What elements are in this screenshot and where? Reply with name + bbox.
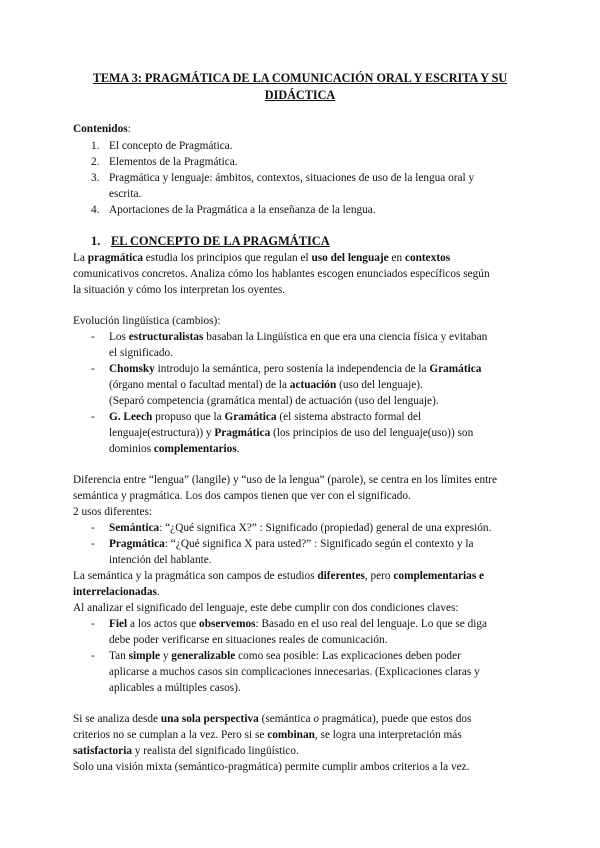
bullet-dash: - [91,650,95,662]
bullet-line: Chomsky introdujo la semántica, pero sostenía la independencia de la Gramática [109,363,482,375]
document-title: TEMA 3: PRAGMÁTICA DE LA COMUNICACIÓN ORAL Y ESCRITA Y SU DIDÁCTICA [92,71,508,102]
bullet-line: Tan simple y generalizable como sea posible: Las explicaciones deben poder [109,650,461,662]
bullet-dash: - [91,618,95,630]
contents-item: Aportaciones de la Pragmática a la enseñanza de la lengua. [109,204,376,216]
section-heading: EL CONCEPTO DE LA PRAGMÁTICA [111,234,330,248]
contents-item-num: 1. [91,140,100,152]
paragraph-line: La pragmática estudia los principios que regulan el uso del lenguaje en contextos [73,252,451,264]
bullet-line: Fiel a los actos que observemos: Basado en el uso real del lenguaje. Lo que se diga [109,618,488,630]
bullet-line: dominios complementarios. [109,443,240,455]
contents-item-num: 3. [91,172,100,184]
contenidos-heading-line: Contenidos: [73,123,131,135]
bullet-line: G. Leech propuso que la Gramática (el sistema abstracto formal del [109,411,422,423]
bullet-line: (órgano mental o facultad mental) de la actuación (uso del lenguaje). [109,379,423,391]
contents-item: El concepto de Pragmática. [109,140,233,152]
bullet-line: Pragmática: “¿Qué significa X para usted?” : Significado según el contexto y la [109,538,474,550]
bullet-line: intención del hablante. [109,554,212,566]
section-number: 1. [91,234,101,248]
paragraph-line: Si se analiza desde una sola perspectiva (semántica o pragmática), puede que estos dos [73,713,472,725]
paragraph-line: 2 usos diferentes: [73,506,153,518]
paragraph-line: la situación y cómo los interpretan los oyentes. [73,284,286,296]
contents-item: Pragmática y lenguaje: ámbitos, contextos, situaciones de uso de la lengua oral y [109,172,475,184]
bullet-line: aplicables a múltiples casos). [109,682,241,694]
bullet-line: Los estructuralistas basaban la Lingüística en que era una ciencia física y evitaban [109,331,488,343]
paragraph-line: La semántica y la pragmática son campos de estudios diferentes, pero complementarias e [73,570,485,582]
bullet-dash: - [91,522,95,534]
contents-item: Elementos de la Pragmática. [109,156,238,168]
paragraph-line: satisfactoria y realista del significado lingüístico. [73,745,299,757]
bullet-line: aplicarse a muchos casos sin complicaciones innecesarias. (Explicaciones claras y [109,666,480,678]
bullet-dash: - [91,331,95,343]
paragraph-line: comunicativos concretos. Analiza cómo los hablantes escogen enunciados específicos según [73,268,490,280]
contents-item-cont: escrita. [109,188,142,200]
paragraph-line: Solo una visión mixta (semántico-pragmática) permite cumplir ambos criterios a la vez. [73,761,470,773]
bullet-line: el significado. [109,347,173,359]
paragraph-line: Diferencia entre “lengua” (langile) y “uso de la lengua” (parole), se centra en los límites entre [73,474,498,486]
contenidos-heading: Contenidos [73,123,128,135]
bullet-line: (Separó competencia (gramática mental) de actuación (uso del lenguaje). [109,395,439,407]
bullet-dash: - [91,363,95,375]
bullet-line: debe poder verificarse en situaciones reales de comunicación. [109,634,388,646]
bullet-dash: - [91,538,95,550]
contents-item-num: 2. [91,156,100,168]
bullet-dash: - [91,411,95,423]
bullet-line: Semántica: “¿Qué significa X?” : Significado (propiedad) general de una expresión. [109,522,492,534]
contents-item-num: 4. [91,204,100,216]
paragraph-line: semántica y pragmática. Los dos campos tienen que ver con el significado. [73,490,411,502]
subheading: Evolución lingüística (cambios): [73,315,221,327]
paragraph-line: Al analizar el significado del lenguaje, este debe cumplir con dos condiciones claves: [73,602,459,614]
bullet-line: lenguaje(estructura)) y Pragmática (los principios de uso del lenguaje(uso)) son [109,427,474,439]
paragraph-line: criterios no se cumplan a la vez. Pero si se combinan, se logra una interpretación más [73,729,462,741]
paragraph-line: interrelacionadas. [73,586,160,598]
